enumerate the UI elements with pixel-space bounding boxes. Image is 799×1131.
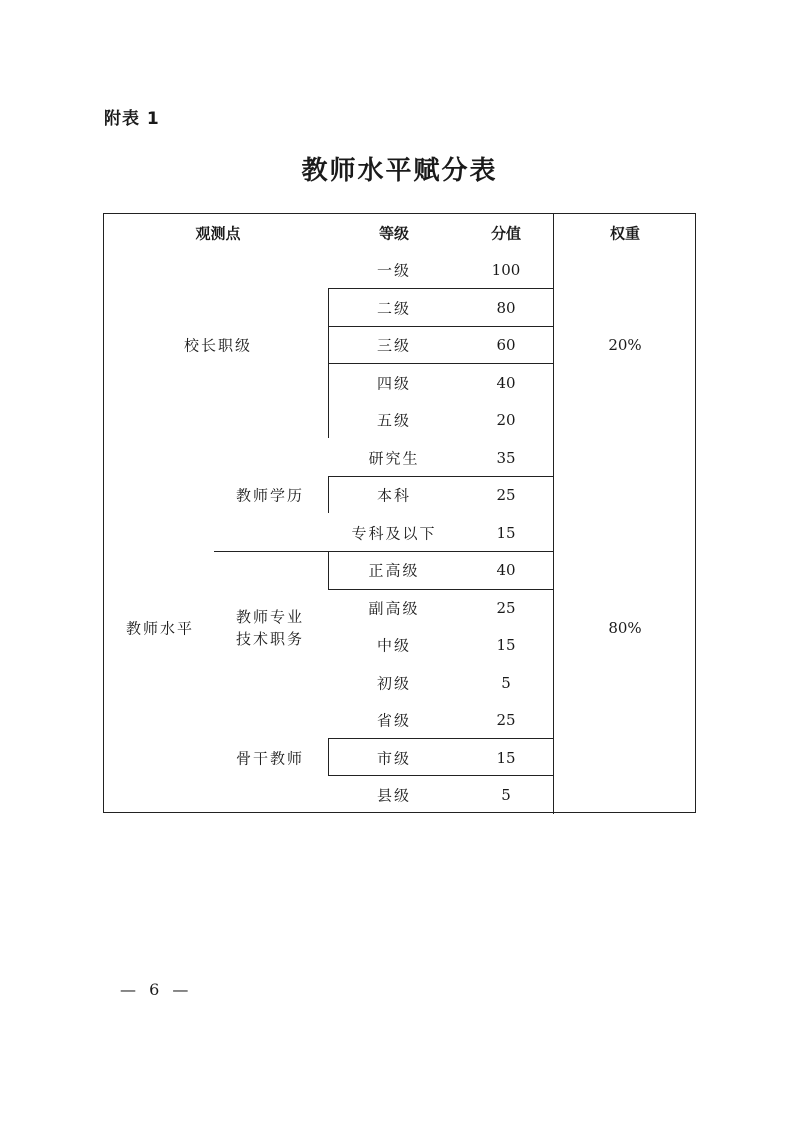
principal-weight: 20% <box>608 336 642 354</box>
divider-v-grade <box>328 738 329 775</box>
grade-cell: 县级 <box>376 786 412 805</box>
score-cell: 20 <box>496 411 516 429</box>
divider-v-grade <box>328 551 329 589</box>
header-score: 分值 <box>490 224 522 243</box>
score-cell: 25 <box>496 486 516 504</box>
score-cell: 35 <box>496 449 516 467</box>
grade-cell: 中级 <box>376 636 412 655</box>
page-title: 教师水平赋分表 <box>301 156 498 186</box>
grade-cell: 专科及以下 <box>351 524 437 543</box>
page-number: — 6 — <box>120 980 193 999</box>
divider-h <box>328 476 553 477</box>
backbone-teacher-label: 骨干教师 <box>235 749 305 768</box>
education-label: 教师学历 <box>235 486 305 505</box>
title-rank-label <box>236 606 304 650</box>
score-cell: 5 <box>501 674 511 692</box>
grade-cell: 研究生 <box>368 449 420 468</box>
teacher-weight: 80% <box>608 619 642 637</box>
title-rank-label-line1: 教师专业 <box>235 608 305 626</box>
divider-h <box>328 589 553 590</box>
score-cell: 25 <box>496 711 516 729</box>
grade-cell: 二级 <box>376 299 412 318</box>
score-cell: 100 <box>491 261 521 279</box>
header-weight: 权重 <box>609 224 641 243</box>
grade-cell: 三级 <box>376 336 412 355</box>
header-grade: 等级 <box>378 224 410 243</box>
grade-cell: 四级 <box>376 374 412 393</box>
score-cell: 25 <box>496 599 516 617</box>
score-cell: 40 <box>496 561 516 579</box>
grade-cell: 市级 <box>376 749 412 768</box>
score-cell: 80 <box>496 299 516 317</box>
score-cell: 5 <box>501 786 511 804</box>
score-cell: 15 <box>496 636 516 654</box>
grade-cell: 正高级 <box>368 561 420 580</box>
grade-cell: 副高级 <box>368 599 420 618</box>
divider-h <box>214 551 553 552</box>
grade-cell: 本科 <box>376 486 412 505</box>
divider-h <box>328 288 553 289</box>
grade-cell: 五级 <box>376 411 412 430</box>
score-table <box>103 213 696 813</box>
divider-v-grade <box>328 476 329 513</box>
title-rank-label-line2: 技术职务 <box>235 630 305 648</box>
teacher-level-label: 教师水平 <box>125 619 195 638</box>
divider-h <box>328 775 553 776</box>
divider-h <box>328 363 553 364</box>
score-cell: 15 <box>496 749 516 767</box>
grade-cell: 一级 <box>376 261 412 280</box>
score-cell: 15 <box>496 524 516 542</box>
appendix-label: 附表 1 <box>104 109 160 129</box>
principal-rank-label: 校长职级 <box>183 336 253 355</box>
score-cell: 40 <box>496 374 516 392</box>
divider-v-weight <box>553 214 554 814</box>
grade-cell: 初级 <box>376 674 412 693</box>
header-observation: 观测点 <box>195 224 241 243</box>
divider-h <box>328 326 553 327</box>
grade-cell: 省级 <box>376 711 412 730</box>
score-cell: 60 <box>496 336 516 354</box>
divider-h <box>328 738 553 739</box>
